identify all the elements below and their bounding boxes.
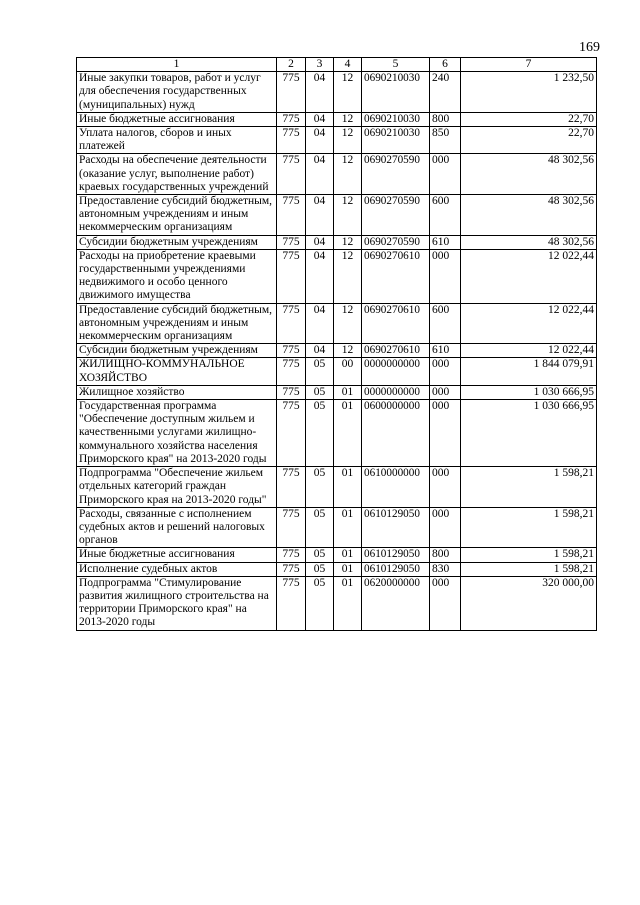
subsection-code-cell: 12 bbox=[334, 112, 362, 126]
section-code-cell: 04 bbox=[306, 127, 334, 154]
grbs-code-cell: 775 bbox=[277, 358, 306, 385]
target-article-cell: 0690270610 bbox=[362, 249, 430, 303]
expense-type-cell: 600 bbox=[430, 303, 461, 344]
section-code-cell: 05 bbox=[306, 400, 334, 467]
subsection-code-cell: 12 bbox=[334, 72, 362, 113]
expense-type-cell: 610 bbox=[430, 344, 461, 358]
expense-name-cell: Жилищное хозяйство bbox=[77, 385, 277, 399]
grbs-code-cell: 775 bbox=[277, 467, 306, 508]
target-article-cell: 0000000000 bbox=[362, 385, 430, 399]
target-article-cell: 0610129050 bbox=[362, 548, 430, 562]
table-row bbox=[77, 72, 597, 113]
table-row bbox=[77, 344, 597, 358]
subsection-code-cell: 01 bbox=[334, 576, 362, 630]
target-article-cell: 0690270610 bbox=[362, 303, 430, 344]
amount-cell: 1 844 079,91 bbox=[461, 358, 597, 385]
grbs-code-cell: 775 bbox=[277, 576, 306, 630]
target-article-cell: 0690210030 bbox=[362, 112, 430, 126]
expense-name-cell: Подпрограмма "Обеспечение жильем отдельных категорий граждан Приморского края на 2013-2020 годы" bbox=[77, 467, 277, 508]
column-header: 4 bbox=[334, 58, 362, 72]
target-article-cell: 0620000000 bbox=[362, 576, 430, 630]
amount-cell: 22,70 bbox=[461, 112, 597, 126]
grbs-code-cell: 775 bbox=[277, 548, 306, 562]
header-row bbox=[77, 58, 597, 72]
section-code-cell: 05 bbox=[306, 358, 334, 385]
grbs-code-cell: 775 bbox=[277, 249, 306, 303]
grbs-code-cell: 775 bbox=[277, 344, 306, 358]
section-code-cell: 05 bbox=[306, 467, 334, 508]
section-code-cell: 05 bbox=[306, 576, 334, 630]
target-article-cell: 0690270590 bbox=[362, 235, 430, 249]
expense-type-cell: 000 bbox=[430, 385, 461, 399]
table-row bbox=[77, 576, 597, 630]
target-article-cell: 0610000000 bbox=[362, 467, 430, 508]
table-row bbox=[77, 400, 597, 467]
section-code-cell: 05 bbox=[306, 385, 334, 399]
expense-name-cell: Субсидии бюджетным учреждениям bbox=[77, 235, 277, 249]
table-body bbox=[77, 72, 597, 630]
table-row bbox=[77, 112, 597, 126]
grbs-code-cell: 775 bbox=[277, 72, 306, 113]
subsection-code-cell: 00 bbox=[334, 358, 362, 385]
target-article-cell: 0690270590 bbox=[362, 195, 430, 236]
amount-cell: 12 022,44 bbox=[461, 303, 597, 344]
column-header: 6 bbox=[430, 58, 461, 72]
target-article-cell: 0000000000 bbox=[362, 358, 430, 385]
subsection-code-cell: 01 bbox=[334, 562, 362, 576]
subsection-code-cell: 12 bbox=[334, 235, 362, 249]
amount-cell: 22,70 bbox=[461, 127, 597, 154]
table-row bbox=[77, 467, 597, 508]
section-code-cell: 04 bbox=[306, 112, 334, 126]
amount-cell: 1 598,21 bbox=[461, 562, 597, 576]
section-code-cell: 04 bbox=[306, 344, 334, 358]
amount-cell: 48 302,56 bbox=[461, 195, 597, 236]
table-row bbox=[77, 195, 597, 236]
expense-name-cell: Иные бюджетные ассигнования bbox=[77, 112, 277, 126]
subsection-code-cell: 01 bbox=[334, 548, 362, 562]
grbs-code-cell: 775 bbox=[277, 400, 306, 467]
target-article-cell: 0690210030 bbox=[362, 72, 430, 113]
expense-type-cell: 000 bbox=[430, 507, 461, 548]
table-row bbox=[77, 562, 597, 576]
table-row bbox=[77, 303, 597, 344]
section-code-cell: 05 bbox=[306, 562, 334, 576]
grbs-code-cell: 775 bbox=[277, 303, 306, 344]
grbs-code-cell: 775 bbox=[277, 507, 306, 548]
subsection-code-cell: 12 bbox=[334, 154, 362, 195]
target-article-cell: 0690270590 bbox=[362, 154, 430, 195]
expense-name-cell: Расходы на приобретение краевыми государственными учреждениями недвижимого и особо ценного движимого имущества bbox=[77, 249, 277, 303]
expense-type-cell: 600 bbox=[430, 195, 461, 236]
amount-cell: 1 598,21 bbox=[461, 507, 597, 548]
target-article-cell: 0610129050 bbox=[362, 562, 430, 576]
amount-cell: 48 302,56 bbox=[461, 154, 597, 195]
expense-name-cell: Уплата налогов, сборов и иных платежей bbox=[77, 127, 277, 154]
expense-type-cell: 610 bbox=[430, 235, 461, 249]
section-code-cell: 04 bbox=[306, 195, 334, 236]
expense-type-cell: 000 bbox=[430, 154, 461, 195]
section-code-cell: 04 bbox=[306, 249, 334, 303]
section-code-cell: 04 bbox=[306, 72, 334, 113]
column-header: 5 bbox=[362, 58, 430, 72]
section-code-cell: 04 bbox=[306, 303, 334, 344]
section-code-cell: 04 bbox=[306, 235, 334, 249]
amount-cell: 12 022,44 bbox=[461, 344, 597, 358]
expense-type-cell: 000 bbox=[430, 249, 461, 303]
column-header: 7 bbox=[461, 58, 597, 72]
section-code-cell: 04 bbox=[306, 154, 334, 195]
expense-name-cell: Предоставление субсидий бюджетным, автономным учреждениям и иным некоммерческим организациям bbox=[77, 303, 277, 344]
amount-cell: 1 030 666,95 bbox=[461, 385, 597, 399]
expense-name-cell: Расходы на обеспечение деятельности (оказание услуг, выполнение работ) краевых государственных учреждений bbox=[77, 154, 277, 195]
target-article-cell: 0690210030 bbox=[362, 127, 430, 154]
expense-type-cell: 000 bbox=[430, 400, 461, 467]
grbs-code-cell: 775 bbox=[277, 154, 306, 195]
column-header: 3 bbox=[306, 58, 334, 72]
expense-type-cell: 850 bbox=[430, 127, 461, 154]
expense-type-cell: 000 bbox=[430, 576, 461, 630]
expense-type-cell: 800 bbox=[430, 548, 461, 562]
grbs-code-cell: 775 bbox=[277, 195, 306, 236]
subsection-code-cell: 12 bbox=[334, 344, 362, 358]
expense-name-cell: ЖИЛИЩНО-КОММУНАЛЬНОЕ ХОЗЯЙСТВО bbox=[77, 358, 277, 385]
expense-name-cell: Субсидии бюджетным учреждениям bbox=[77, 344, 277, 358]
table-row bbox=[77, 127, 597, 154]
expense-name-cell: Расходы, связанные с исполнением судебных актов и решений налоговых органов bbox=[77, 507, 277, 548]
column-header: 1 bbox=[77, 58, 277, 72]
subsection-code-cell: 01 bbox=[334, 385, 362, 399]
subsection-code-cell: 01 bbox=[334, 467, 362, 508]
subsection-code-cell: 12 bbox=[334, 249, 362, 303]
subsection-code-cell: 12 bbox=[334, 303, 362, 344]
budget-table bbox=[76, 57, 597, 631]
expense-type-cell: 000 bbox=[430, 358, 461, 385]
target-article-cell: 0690270610 bbox=[362, 344, 430, 358]
table-row bbox=[77, 385, 597, 399]
table-row bbox=[77, 154, 597, 195]
table-row bbox=[77, 507, 597, 548]
amount-cell: 12 022,44 bbox=[461, 249, 597, 303]
amount-cell: 320 000,00 bbox=[461, 576, 597, 630]
section-code-cell: 05 bbox=[306, 507, 334, 548]
grbs-code-cell: 775 bbox=[277, 385, 306, 399]
grbs-code-cell: 775 bbox=[277, 562, 306, 576]
grbs-code-cell: 775 bbox=[277, 127, 306, 154]
table-row bbox=[77, 249, 597, 303]
amount-cell: 1 030 666,95 bbox=[461, 400, 597, 467]
grbs-code-cell: 775 bbox=[277, 235, 306, 249]
expense-name-cell: Государственная программа "Обеспечение доступным жильем и качественными услугами жилищно-коммунального хозяйства населения Приморского края" на 2013-2020 годы bbox=[77, 400, 277, 467]
amount-cell: 1 232,50 bbox=[461, 72, 597, 113]
subsection-code-cell: 12 bbox=[334, 127, 362, 154]
amount-cell: 1 598,21 bbox=[461, 467, 597, 508]
expense-type-cell: 240 bbox=[430, 72, 461, 113]
expense-name-cell: Подпрограмма "Стимулирование развития жилищного строительства на территории Приморского края" на 2013-2020 годы bbox=[77, 576, 277, 630]
target-article-cell: 0600000000 bbox=[362, 400, 430, 467]
table-row bbox=[77, 358, 597, 385]
section-code-cell: 05 bbox=[306, 548, 334, 562]
grbs-code-cell: 775 bbox=[277, 112, 306, 126]
expense-name-cell: Предоставление субсидий бюджетным, автономным учреждениям и иным некоммерческим организациям bbox=[77, 195, 277, 236]
amount-cell: 48 302,56 bbox=[461, 235, 597, 249]
expense-type-cell: 800 bbox=[430, 112, 461, 126]
amount-cell: 1 598,21 bbox=[461, 548, 597, 562]
expense-name-cell: Иные бюджетные ассигнования bbox=[77, 548, 277, 562]
subsection-code-cell: 12 bbox=[334, 195, 362, 236]
subsection-code-cell: 01 bbox=[334, 507, 362, 548]
table-row bbox=[77, 235, 597, 249]
expense-type-cell: 000 bbox=[430, 467, 461, 508]
expense-name-cell: Исполнение судебных актов bbox=[77, 562, 277, 576]
expense-name-cell: Иные закупки товаров, работ и услуг для обеспечения государственных (муниципальных) нужд bbox=[77, 72, 277, 113]
page-number: 169 bbox=[579, 40, 600, 55]
subsection-code-cell: 01 bbox=[334, 400, 362, 467]
expense-type-cell: 830 bbox=[430, 562, 461, 576]
column-header: 2 bbox=[277, 58, 306, 72]
target-article-cell: 0610129050 bbox=[362, 507, 430, 548]
table-row bbox=[77, 548, 597, 562]
